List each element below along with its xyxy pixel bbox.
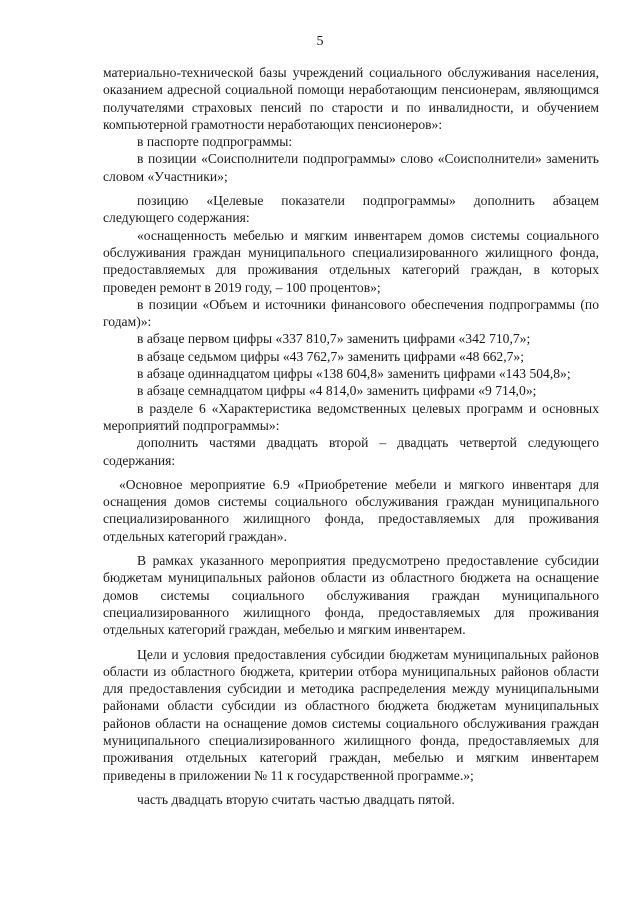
document-body	[103, 64, 599, 808]
paragraph: в разделе 6 «Характеристика ведомственных целевых программ и основных мероприятий подпрограммы»:	[103, 400, 599, 433]
paragraph: В рамках указанного мероприятия предусмотрено предоставление субсидии бюджетам муниципальных районов области из областного бюджета на оснащение домов системы социального обслуживания граждан муниципального специализированного жилищного фонда, предоставляемых для проживания отдельных категорий граждан, мебелью и мягким инвентарем.	[103, 553, 599, 638]
paragraph: Цели и условия предоставления субсидии бюджетам муниципальных районов области из областного бюджета, критерии отбора муниципальных районов области для предоставления субсидии и методика распределения между муниципальными районами области субсидии из областного бюджета бюджетам муниципальных районов области на оснащение домов системы социального обслуживания граждан муниципального специализированного жилищного фонда, предоставляемых для проживания отдельных категорий граждан, мебелью и мягким инвентарем приведены в приложении № 11 к государственной программе.»;	[103, 646, 599, 783]
page-number: 5	[316, 34, 324, 49]
paragraph: материально-технической базы учреждений социального обслуживания населения, оказанием адресной социальной помощи неработающим пенсионерам, являющимся получателями страховых пенсий по старости и по инвалидности, и обучением компьютерной грамотности неработающих пенсионеров»:	[103, 65, 599, 132]
paragraph: дополнить частями двадцать второй – двадцать четвертой следующего содержания:	[103, 435, 599, 468]
paragraph: в абзаце седьмом цифры «43 762,7» заменить цифрами «48 662,7»;	[137, 348, 524, 364]
paragraph: в позиции «Соисполнители подпрограммы» слово «Соисполнители» заменить словом «Участники»;	[103, 151, 599, 184]
paragraph: часть двадцать вторую считать частью двадцать пятой.	[137, 791, 455, 807]
paragraph: в абзаце первом цифры «337 810,7» заменить цифрами «342 710,7»;	[137, 331, 531, 347]
paragraph: «оснащенность мебелью и мягким инвентарем домов системы социального обслуживания граждан муниципального специализированного жилищного фонда, предоставляемых для проживания отдельных категорий граждан, в которых проведен ремонт в 2019 году, – 100 процентов»;	[103, 227, 599, 295]
paragraph: в позиции «Объем и источники финансового обеспечения подпрограммы (по годам)»:	[103, 296, 599, 330]
paragraph: в абзаце одиннадцатом цифры «138 604,8» заменить цифрами «143 504,8»;	[137, 366, 571, 382]
paragraph: «Основное мероприятие 6.9 «Приобретение мебели и мягкого инвентаря для оснащения домов системы социального обслуживания граждан муниципального специализированного жилищного фонда, предоставляемых для проживания отдельных категорий граждан».	[103, 476, 599, 544]
paragraph: позицию «Целевые показатели подпрограммы» дополнить абзацем следующего содержания:	[103, 193, 599, 226]
paragraph: в паспорте подпрограммы:	[137, 134, 293, 150]
paragraph: в абзаце семнадцатом цифры «4 814,0» заменить цифрами «9 714,0»;	[137, 383, 537, 399]
